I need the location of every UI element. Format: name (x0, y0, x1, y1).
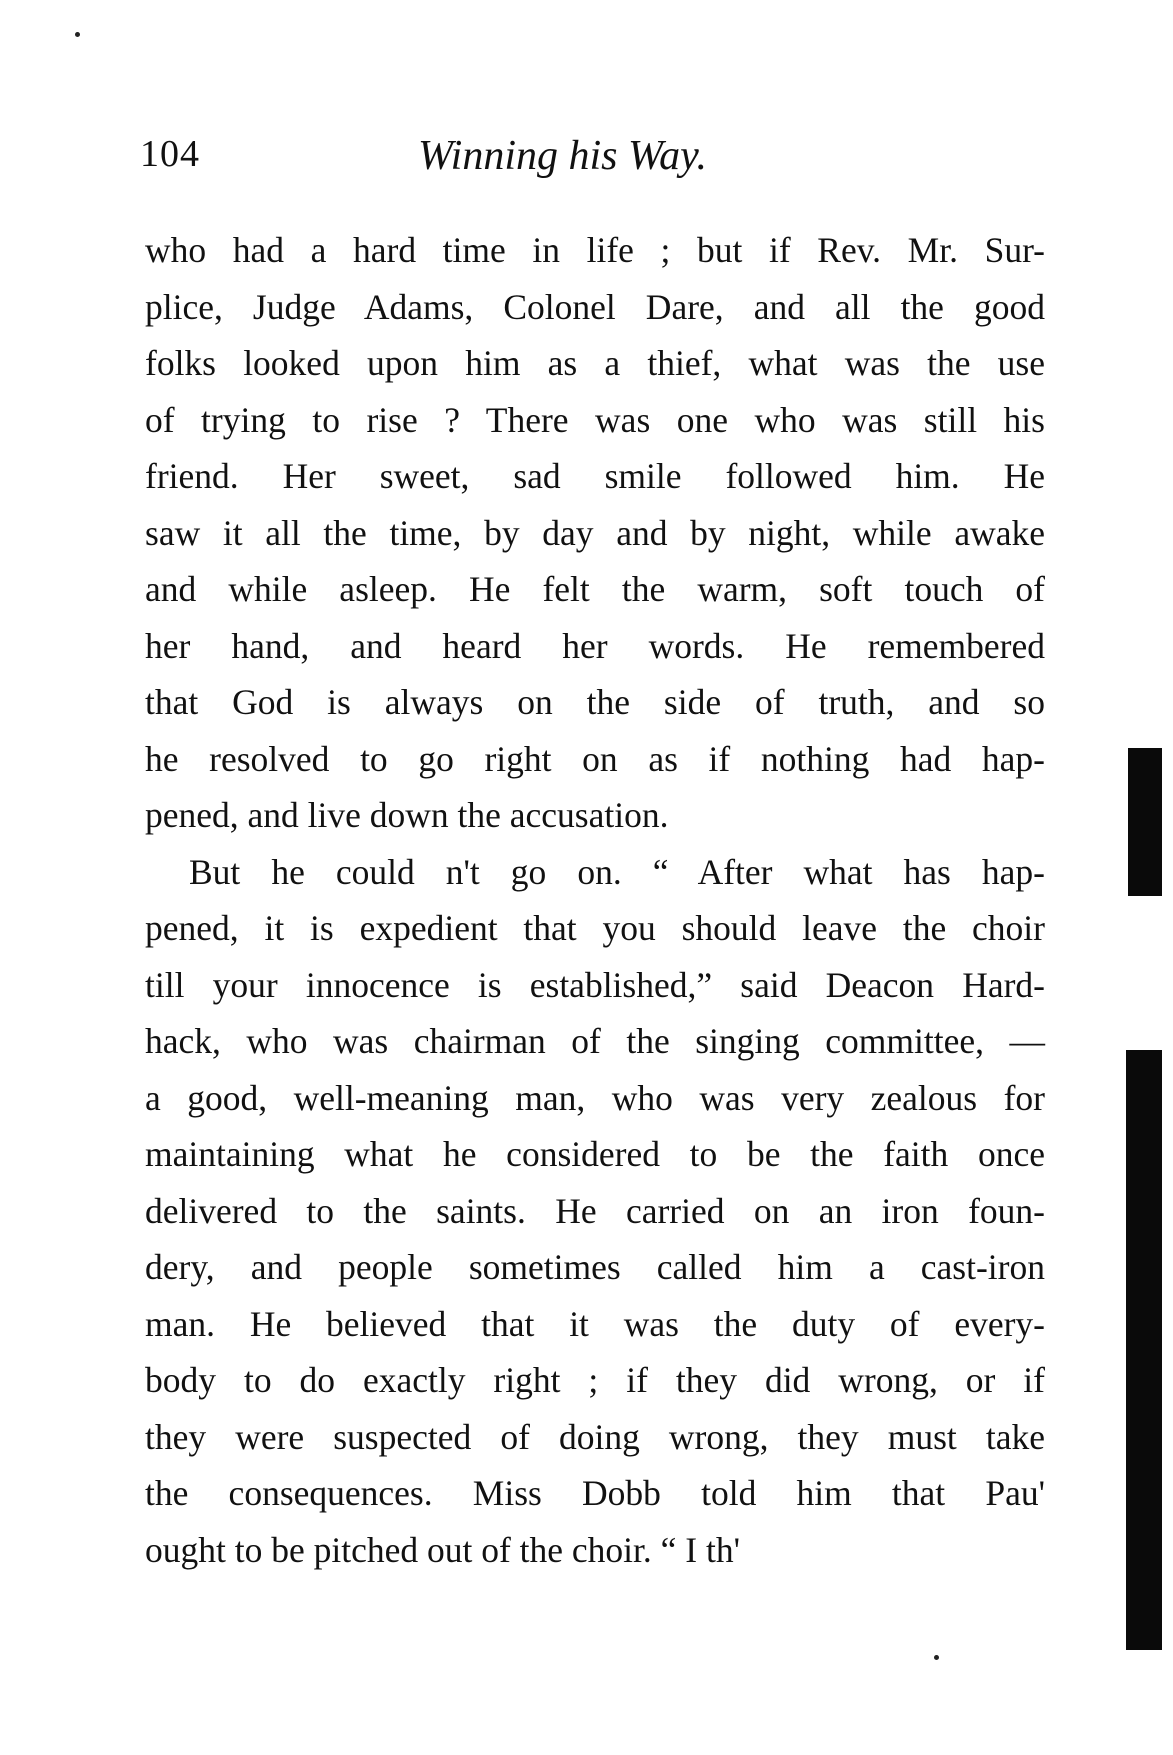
text-line: ought to be pitched out of the choir. “ I th' (145, 1529, 740, 1570)
text-line: of trying to rise ? There was one who was still his (145, 399, 1045, 440)
page-header (140, 132, 1040, 192)
scan-edge-mark-lower (1126, 1050, 1162, 1650)
text-line: pened, it is expedient that you should leave the choir (145, 908, 1045, 948)
text-line: friend. Her sweet, sad smile followed him. He (145, 456, 1045, 496)
body-text (145, 222, 1045, 1578)
text-line: hack, who was chairman of the singing committee, — (145, 1021, 1045, 1061)
text-line: a good, well-meaning man, who was very zealous for (145, 1077, 1045, 1118)
running-title: Winning his Way. (418, 133, 707, 179)
text-line: man. He believed that it was the duty of every- (145, 1303, 1045, 1344)
text-line: the consequences. Miss Dobb told him that Pau' (145, 1473, 1045, 1513)
page-number: 104 (140, 133, 200, 175)
scan-edge-mark-upper (1128, 748, 1162, 896)
text-line: dery, and people sometimes called him a cast-iron (145, 1247, 1045, 1287)
text-line: folks looked upon him as a thief, what was the use (145, 343, 1045, 383)
scan-speck (934, 1655, 939, 1660)
text-line: But he could n't go on. “ After what has hap- (189, 851, 1045, 892)
text-line: body to do exactly right ; if they did wrong, or if (145, 1360, 1045, 1400)
text-line: maintaining what he considered to be the faith once (145, 1134, 1045, 1174)
text-line: saw it all the time, by day and by night, while awake (145, 512, 1045, 553)
text-line: till your innocence is established,” said Deacon Hard- (145, 964, 1045, 1005)
text-line: who had a hard time in life ; but if Rev. Mr. Sur- (145, 230, 1045, 270)
scan-speck (75, 32, 80, 37)
text-line: they were suspected of doing wrong, they must take (145, 1416, 1045, 1457)
text-line: and while asleep. He felt the warm, soft touch of (145, 569, 1045, 609)
text-line: he resolved to go right on as if nothing had hap- (145, 738, 1045, 779)
text-line: delivered to the saints. He carried on an iron foun- (145, 1190, 1045, 1231)
text-line: that God is always on the side of truth, and so (145, 682, 1045, 722)
text-line: plice, Judge Adams, Colonel Dare, and all the good (145, 286, 1045, 327)
text-line: her hand, and heard her words. He remembered (145, 625, 1045, 666)
text-line: pened, and live down the accusation. (145, 795, 669, 835)
